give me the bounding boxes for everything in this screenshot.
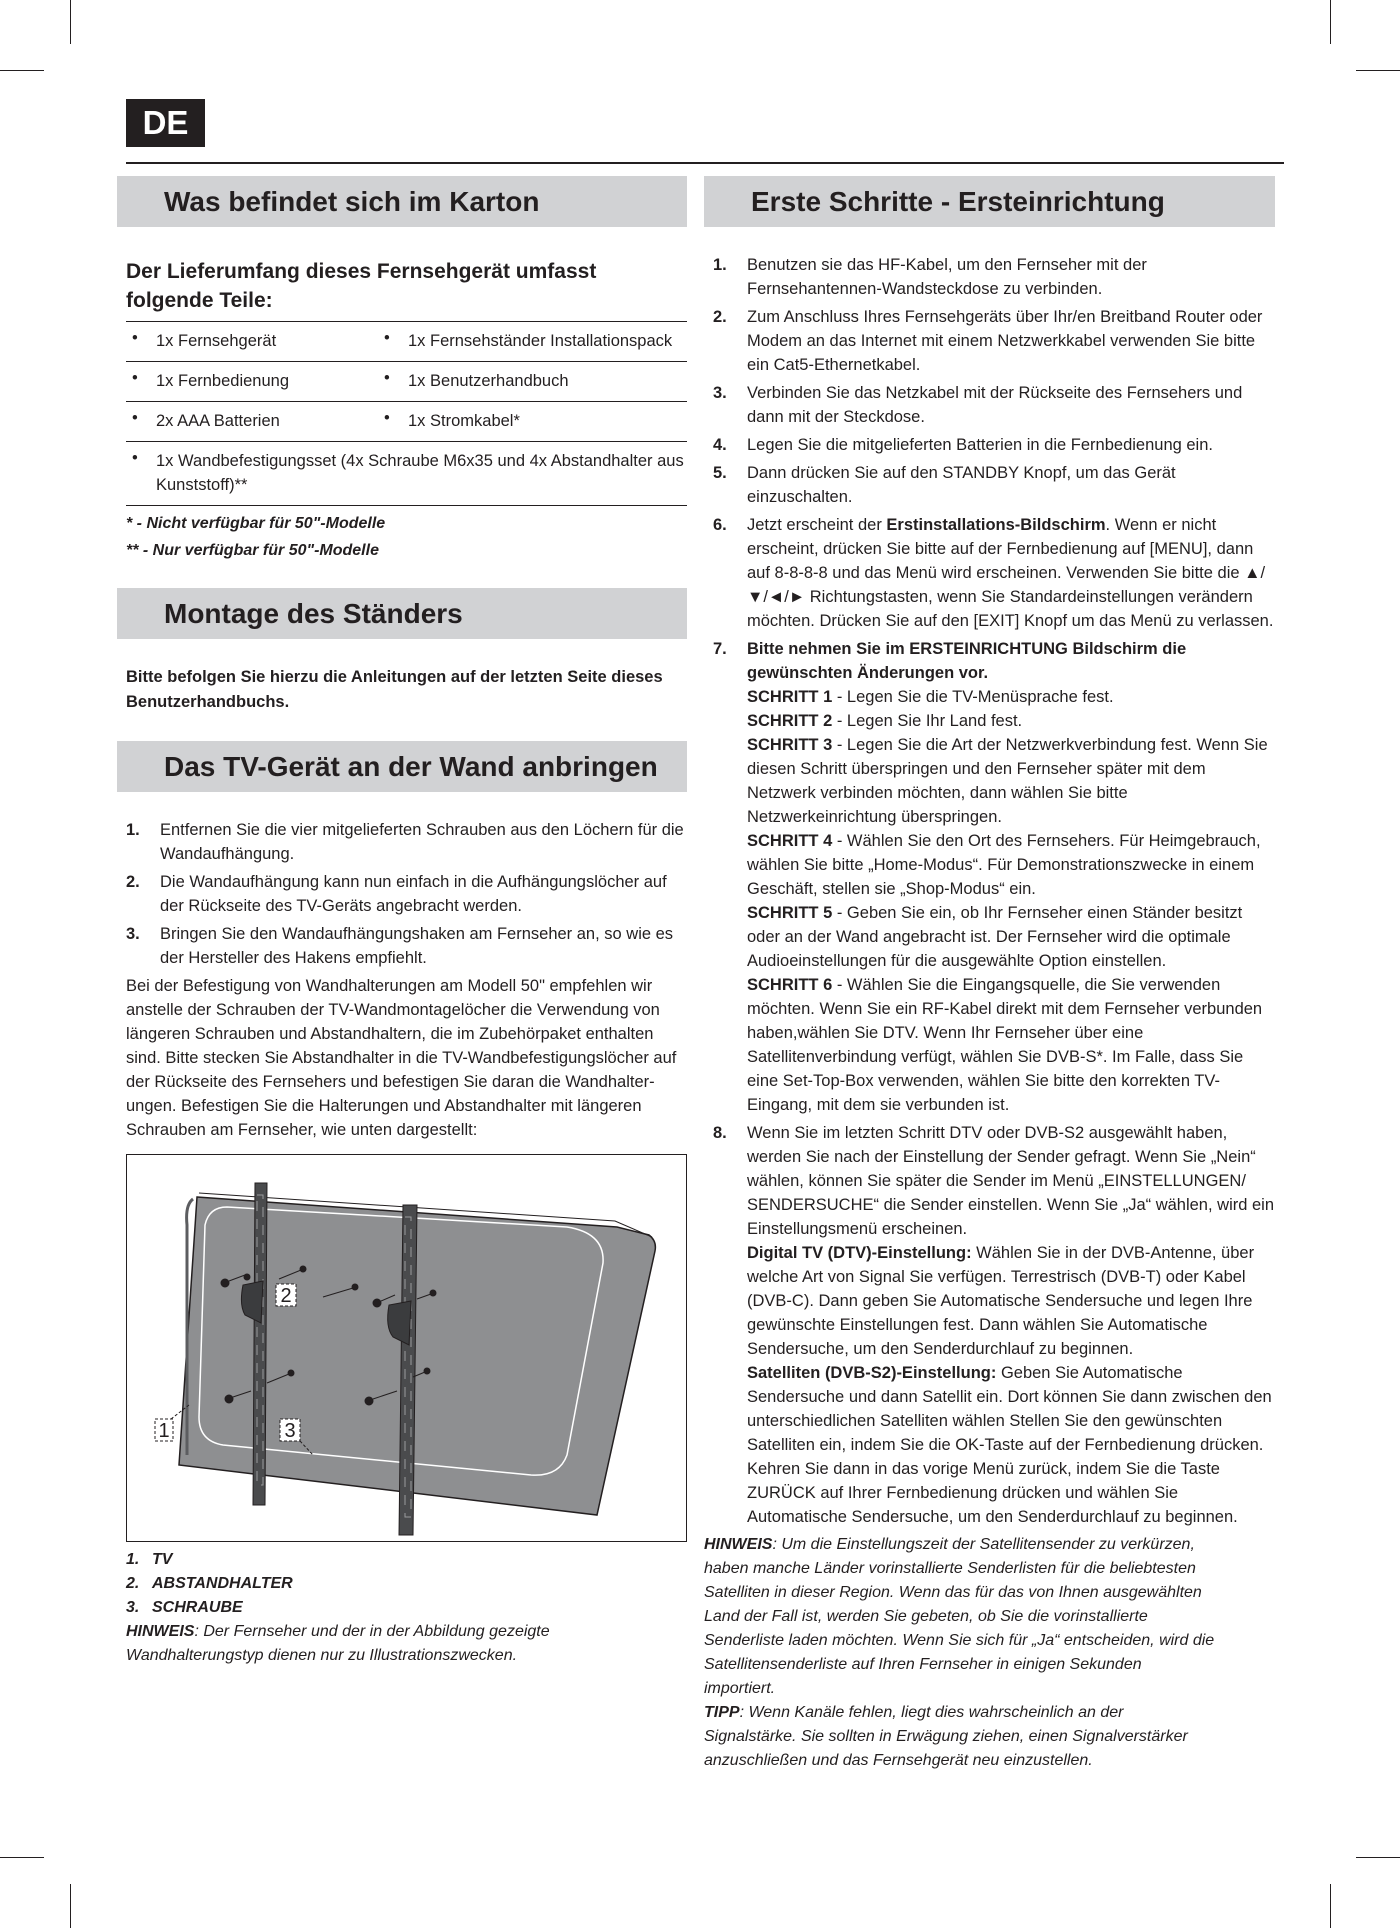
crop-mark — [1330, 1884, 1331, 1928]
bullet: • — [132, 369, 138, 387]
crop-mark — [1330, 0, 1331, 44]
crop-mark — [1356, 70, 1400, 71]
caption-item — [126, 1572, 687, 1596]
bullet: • — [384, 369, 390, 387]
wall-steps-list — [126, 818, 687, 970]
sat-text: Geben Sie Automatische Sendersuche und dann Satellit ein. Dort können Sie dann zwischen den unterschiedlichen Satelliten wählen Stellen Sie den gewünschten Satelliten ein, indem Sie die OK-Taste auf der Fernbedienung drücken. Kehren Sie dann in das vorige Menü zurück, indem Sie die Taste ZURÜCK auf Ihrer Fernbedienung drücken und wählen Sie Automatische Sendersuche, um den Senderdurchlauf zu beginnen. — [747, 1364, 1272, 1526]
caption-number: 1. — [126, 1551, 140, 1568]
schritt-label: SCHRITT 6 — [747, 976, 833, 994]
item-text: 2x AAA Batterien — [156, 412, 280, 430]
step-number: 4. — [713, 436, 727, 454]
dtv-text: Wählen Sie in der DVB-Antenne, über welche Art von Signal Sie verfügen. Terrestrisch (DVB-T) oder Kabel (DVB-C). Dann geben Sie Automatische Sendersuche und legen Ihre gewünschte Einstellungen fest. Dann wählen Sie Automatische Sendersuche, um den Senderdurchlauf zu beginnen. — [747, 1244, 1255, 1358]
crop-mark — [0, 1857, 44, 1858]
schritt-text: - Legen Sie die Art der Netzwerkverbindung fest. Wenn Sie diesen Schritt überspringen und den Fernseher später mit dem Netzwerk verbinden möchten, dann wählen Sie bitte Netzwerkeinrichtung überspringen. — [747, 736, 1268, 826]
caption-number: 2. — [126, 1575, 140, 1592]
list-item — [713, 305, 1275, 377]
right-column — [704, 176, 1275, 1773]
caption-text: ABSTANDHALTER — [152, 1575, 293, 1592]
footnote: * - Nicht verfügbar für 50"-Modelle — [126, 515, 386, 532]
note-text: : Um die Einstellungszeit der Satellitensender zu verkürzen, haben manche Länder vorinstallierte Senderlisten für die beliebtesten Satelliten in dieser Region. Wenn das für das von Ihnen ausgewählten Land der Fall ist, werden Sie gebeten, ob Sie die vorinstallierte Senderliste laden möchten. Wenn Sie sich für „Ja“ entscheiden, wird die Satellitensenderliste auf Ihren Fernseher in einigen Sekunden importiert. — [704, 1536, 1215, 1697]
caption-item — [126, 1548, 687, 1572]
table-row — [126, 402, 687, 442]
step-text — [747, 1121, 1275, 1529]
step-text-part: Wenn Sie im letzten Schritt DTV oder DVB-S2 ausgewählt haben, werden Sie nach der Einstellung der Sender gefragt. Wenn Sie „Nein“ wählen, können Sie später die Sender im Menü „EINSTELLUNGEN/ SENDERSUCHE“ die Sender einstellen. Wenn Sie „Ja“ wählen, wird ein Einstellungsmenü erscheinen. — [747, 1124, 1275, 1238]
figure-label-1: 1 — [158, 1420, 170, 1442]
step-number: 1. — [126, 821, 140, 839]
tv-bracket-drawing — [127, 1155, 686, 1540]
schritt-text: - Wählen Sie den Ort des Fernsehers. Für Heimgebrauch, wählen Sie bitte „Home-Modus“. Für Demonstrationszwecke in einem Geschäft, stellen sie „Shop-Modus“ ein. — [747, 832, 1261, 898]
table-row — [126, 442, 687, 506]
step-number: 6. — [713, 516, 727, 534]
list-item — [126, 870, 687, 918]
schritt-text: - Legen Sie Ihr Land fest. — [832, 712, 1023, 730]
contents-table — [126, 321, 687, 506]
header-rule — [126, 162, 1284, 164]
list-item — [126, 922, 687, 970]
step-text — [747, 637, 1275, 1117]
crop-mark — [70, 1884, 71, 1928]
step-text: Dann drücken Sie auf den STANDBY Knopf, um das Gerät einzuschalten. — [747, 464, 1176, 506]
step-number: 8. — [713, 1124, 727, 1142]
karton-subtitle: Der Lieferumfang dieses Fernsehgerät umfasst folgende Teile: — [126, 260, 597, 312]
step-number: 1. — [713, 256, 727, 274]
step-text: Zum Anschluss Ihres Fernsehgeräts über Ihr/en Breitband Router oder Modem an das Internet mit einem Netzwerkkabel verwenden Sie bitte ein Cat5-Ethernetkabel. — [747, 308, 1263, 374]
crop-mark — [1356, 1857, 1400, 1858]
item-text: 1x Stromkabel* — [408, 412, 520, 430]
figure-label-2: 2 — [280, 1285, 292, 1307]
figure-label-3: 3 — [284, 1420, 296, 1442]
step-text: Legen Sie die mitgelieferten Batterien in die Fernbedienung ein. — [747, 436, 1213, 454]
bullet: • — [132, 409, 138, 427]
step-number: 2. — [126, 873, 140, 891]
step-text-part: Jetzt erscheint der — [747, 516, 887, 534]
bullet: • — [132, 329, 138, 347]
list-item — [713, 1121, 1275, 1529]
item-text: 1x Fernsehgerät — [156, 332, 277, 350]
list-item — [713, 381, 1275, 429]
dtv-label: Digital TV (DTV)-Einstellung: — [747, 1244, 972, 1262]
schritt-label: SCHRITT 3 — [747, 736, 833, 754]
step-text: Bringen Sie den Wandaufhängungshaken am Fernseher an, so wie es der Hersteller des Hakens empfiehlt. — [160, 925, 674, 967]
step-text: Verbinden Sie das Netzkabel mit der Rückseite des Fernsehers und dann mit der Steckdose. — [747, 384, 1243, 426]
step-number: 7. — [713, 640, 727, 658]
crop-mark — [70, 0, 71, 44]
table-row — [126, 322, 687, 362]
list-item — [713, 253, 1275, 301]
schritt-label: SCHRITT 5 — [747, 904, 833, 922]
caption-item — [126, 1596, 687, 1620]
step-text: Benutzen sie das HF-Kabel, um den Fernseher mit der Fernsehantennen-Wandsteckdose zu verbinden. — [747, 256, 1147, 298]
sat-label: Satelliten (DVB-S2)-Einstellung: — [747, 1364, 997, 1382]
caption-text: TV — [152, 1551, 173, 1568]
schritt-text: - Legen Sie die TV-Menüsprache fest. — [832, 688, 1114, 706]
list-item — [126, 818, 687, 866]
step-heading: Bitte nehmen Sie im ERSTEINRICHTUNG Bildschirm die gewünschten Änderungen vor. — [747, 640, 1187, 682]
footnote: ** - Nur verfügbar für 50"-Modelle — [126, 542, 379, 559]
wall-mount-illustration — [126, 1154, 687, 1542]
list-item — [713, 637, 1275, 1117]
step-number: 2. — [713, 308, 727, 326]
note-label: HINWEIS — [126, 1623, 195, 1640]
item-text: 1x Benutzerhandbuch — [408, 372, 569, 390]
section-heading-wall: Das TV-Gerät an der Wand anbringen — [117, 741, 687, 792]
caption-number: 3. — [126, 1599, 140, 1616]
schritt-label: SCHRITT 4 — [747, 832, 833, 850]
schritt-label: SCHRITT 2 — [747, 712, 833, 730]
schritt-label: SCHRITT 1 — [747, 688, 833, 706]
setup-steps-list — [713, 253, 1275, 1529]
figure-captions — [126, 1548, 687, 1668]
bullet: • — [384, 329, 390, 347]
figure-note — [126, 1620, 687, 1668]
list-item — [713, 513, 1275, 633]
note-label: HINWEIS — [704, 1536, 773, 1553]
item-text: 1x Wandbefestigungsset (4x Schraube M6x35 und 4x Abstandhalter aus Kunststoff)** — [156, 452, 684, 494]
schritt-text: - Wählen Sie die Eingangsquelle, die Sie verwenden möchten. Wenn Sie ein RF-Kabel direkt mit dem Fernseher verbunden haben,wählen Sie DTV. Wenn Ihr Fernseher über eine Satellitenverbindung verfügt, wählen Sie DVB-S*. Im Falle, dass Sie eine Set-Top-Box verwenden, wählen Sie bitte den korrekten TV-Eingang, mit dem sie verbunden ist. — [747, 976, 1263, 1114]
step-text — [747, 513, 1275, 633]
item-text: 1x Fernbedienung — [156, 372, 290, 390]
note-label: TIPP — [704, 1704, 740, 1721]
list-item — [713, 433, 1275, 457]
language-badge: DE — [126, 99, 205, 147]
montage-text: Bitte befolgen Sie hierzu die Anleitungen auf der letzten Seite dieses Benutzerhandbuchs. — [126, 668, 663, 711]
section-heading-karton: Was befindet sich im Karton — [117, 176, 687, 227]
schritt-text: - Geben Sie ein, ob Ihr Fernseher einen Ständer besitzt oder an der Wand angebracht ist. Der Fernseher wird die optimale Audioeinstellungen für die ausgewählte Option einstellen. — [747, 904, 1243, 970]
step-number: 3. — [126, 925, 140, 943]
step-text-bold: Erstinstallations-Bildschirm — [886, 516, 1106, 534]
crop-mark — [0, 70, 44, 71]
step-number: 3. — [713, 384, 727, 402]
bullet: • — [384, 409, 390, 427]
step-number: 5. — [713, 464, 727, 482]
table-row — [126, 362, 687, 402]
hinweis-note — [704, 1533, 1275, 1701]
item-text: 1x Fernsehständer Installationspack — [408, 332, 673, 350]
step-text: Die Wandaufhängung kann nun einfach in die Aufhängungslöcher auf der Rückseite des TV-Geräts angebracht werden. — [160, 873, 667, 915]
bullet: • — [132, 449, 138, 467]
section-heading-setup: Erste Schritte - Ersteinrichtung — [704, 176, 1275, 227]
note-text: : Wenn Kanäle fehlen, liegt dies wahrscheinlich an der Signalstärke. Sie sollten in Erwägung ziehen, einen Signalverstärker anzuschließen und das Fernsehgerät neu einzustellen. — [704, 1704, 1188, 1769]
caption-text: SCHRAUBE — [152, 1599, 243, 1616]
section-heading-montage: Montage des Ständers — [117, 588, 687, 639]
tipp-note — [704, 1701, 1275, 1773]
list-item — [713, 461, 1275, 509]
left-column — [117, 176, 687, 1668]
wall-paragraph: Bei der Befestigung von Wandhalterungen am Modell 50" empfehlen wir anstelle der Schrauben der TV-Wandmontagelöcher die Verwendung von längeren Schrauben und Abstandhaltern, die im Zubehörpaket enthalten sind. Bitte stecken Sie Abstandhalter in die TV-Wandbefestigungslöcher auf der Rückseite des Fernsehers und befestigen Sie daran die Wandhalterungen. Befestigen Sie die Halterungen und Abstandhalter mit längeren Schrauben am Fernseher, wie unten dargestellt: — [126, 977, 677, 1139]
step-text: Entfernen Sie die vier mitgelieferten Schrauben aus den Löchern für die Wandaufhängung. — [160, 821, 684, 863]
step-text-part: . Wenn er nicht erscheint, drücken Sie bitte auf der Fernbedienung auf [MENU], dann auf 8-8-8-8 und das Menü wird erscheinen. Verwenden Sie bitte die ▲/▼/◄/► Richtungstasten, wenn Sie Standardeinstellungen verändern möchten. Drücken Sie auf den [EXIT] Knopf um das Menü zu verlassen. — [747, 516, 1274, 630]
note-text: : Der Fernseher und der in der Abbildung gezeigte Wandhalterungstyp dienen nur zu Illustrationszwecken. — [126, 1623, 550, 1664]
